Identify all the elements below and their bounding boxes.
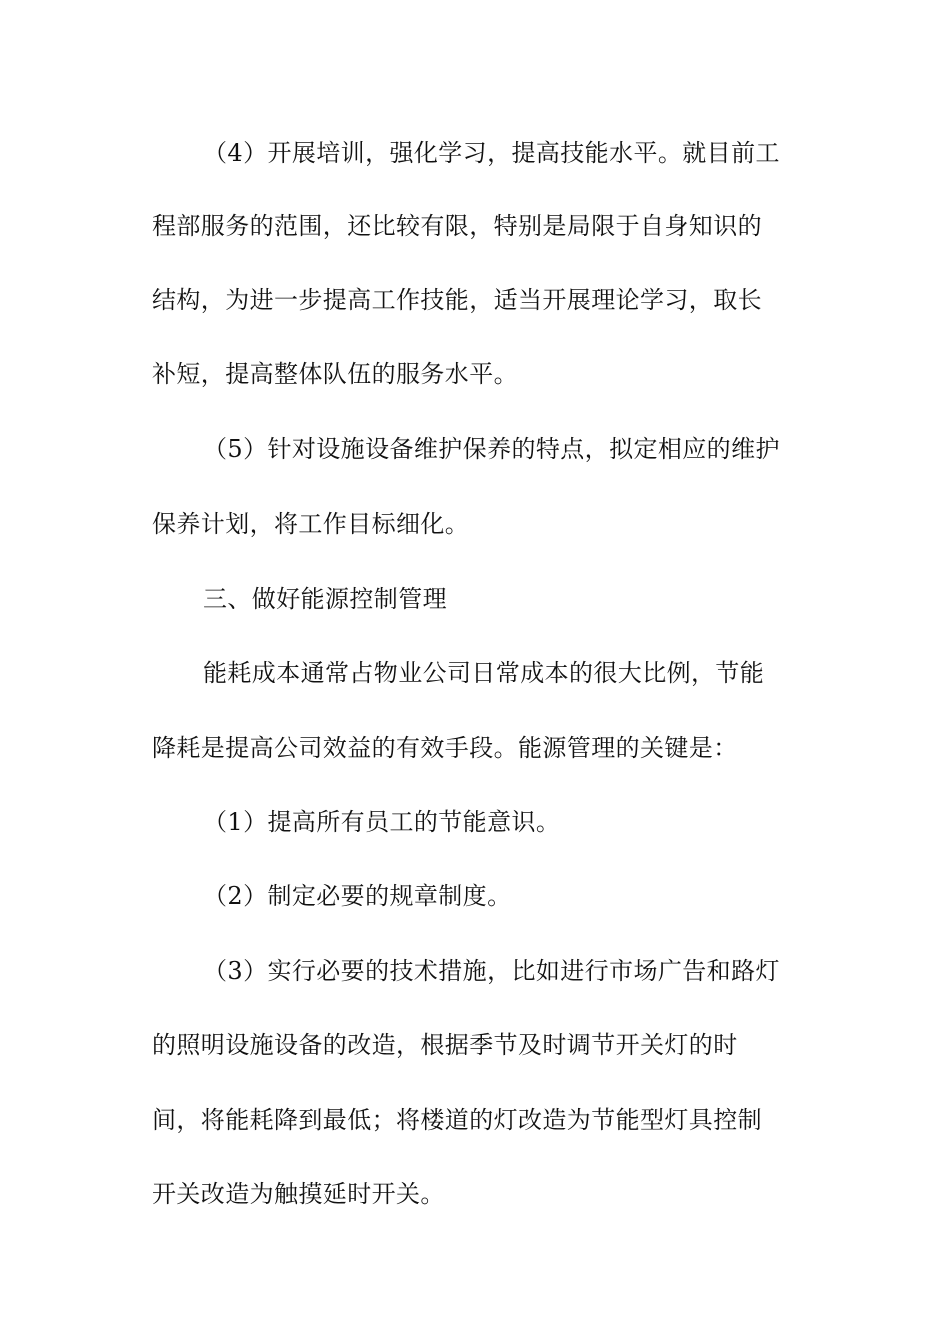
- paragraph-4-line-1: （4）开展培训，强化学习，提高技能水平。就目前工: [203, 139, 780, 167]
- paragraph-4-line-4: 补短，提高整体队伍的服务水平。: [152, 360, 518, 388]
- paragraph-4-line-3: 结构，为进一步提高工作技能，适当开展理论学习，取长: [152, 286, 762, 314]
- item-3-line-2: 的照明设施设备的改造，根据季节及时调节开关灯的时: [152, 1031, 738, 1059]
- item-3-line-1: （3）实行必要的技术措施，比如进行市场广告和路灯: [203, 957, 780, 985]
- paragraph-4-line-2: 程部服务的范围，还比较有限，特别是局限于自身知识的: [152, 212, 762, 240]
- section-heading: 三、做好能源控制管理: [203, 585, 447, 613]
- energy-paragraph-line-2: 降耗是提高公司效益的有效手段。能源管理的关键是：: [152, 734, 738, 762]
- item-3-line-3: 间，将能耗降到最低；将楼道的灯改造为节能型灯具控制: [152, 1106, 762, 1134]
- item-3-line-4: 开关改造为触摸延时开关。: [152, 1180, 445, 1208]
- item-1: （1）提高所有员工的节能意识。: [203, 808, 561, 836]
- paragraph-5-line-2: 保养计划，将工作目标细化。: [152, 510, 470, 538]
- energy-paragraph-line-1: 能耗成本通常占物业公司日常成本的很大比例，节能: [203, 659, 765, 687]
- paragraph-5-line-1: （5）针对设施设备维护保养的特点，拟定相应的维护: [203, 435, 780, 463]
- item-2: （2）制定必要的规章制度。: [203, 882, 512, 910]
